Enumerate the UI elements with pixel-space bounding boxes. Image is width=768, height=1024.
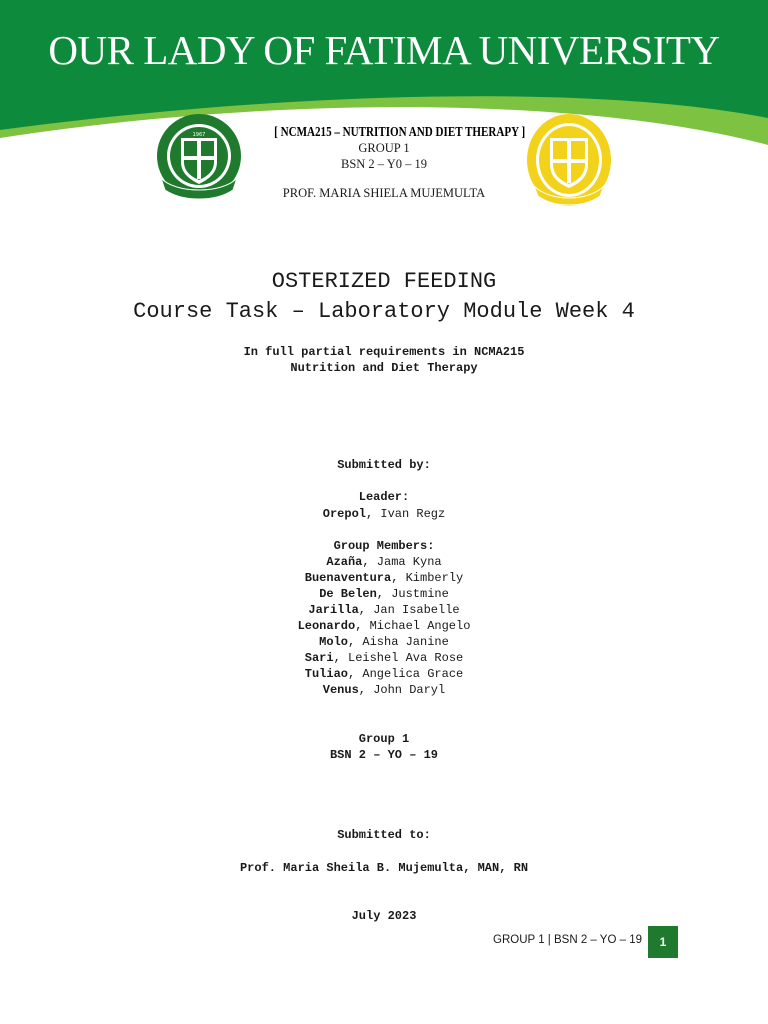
footer-text: GROUP 1 | BSN 2 – YO – 19 — [493, 934, 642, 946]
submitted-to-name: Prof. Maria Sheila B. Mujemulta, MAN, RN — [239, 861, 529, 875]
group-number: Group 1 — [358, 732, 410, 746]
submitted-to-label: Submitted to: — [337, 828, 431, 842]
member-name: Buenaventura, Kimberly — [304, 571, 464, 585]
leader-name: Orepol, Ivan Regz — [322, 507, 446, 521]
college-seal-right — [526, 112, 612, 208]
member-name: De Belen, Justmine — [319, 587, 449, 601]
member-name: Azaña, Jama Kyna — [326, 555, 442, 569]
member-name: Venus, John Daryl — [322, 683, 446, 697]
leader-label: Leader: — [358, 490, 410, 504]
university-title: OUR LADY OF FATIMA UNIVERSITY — [48, 27, 720, 73]
member-name: Jarilla, Jan Isabelle — [308, 603, 460, 617]
member-name: Sari, Leishel Ava Rose — [304, 651, 464, 665]
seal-left-year: 1967 — [192, 132, 206, 138]
member-name: Tuliao, Angelica Grace — [304, 667, 464, 681]
member-name: Leonardo, Michael Angelo — [297, 619, 471, 633]
university-seal-left — [155, 112, 243, 202]
header-section: BSN 2 – Y0 – 19 — [340, 157, 427, 171]
header-professor: PROF. MARIA SHIELA MUJEMULTA — [282, 186, 486, 200]
group-members-label: Group Members: — [333, 539, 435, 553]
requirement-line-1: In full partial requirements in NCMA215 — [243, 345, 525, 359]
course-code: [ NCMA215 – NUTRITION AND DIET THERAPY ] — [274, 124, 526, 139]
submitted-by-label: Submitted by: — [337, 458, 431, 472]
document-subtitle: Course Task – Laboratory Module Week 4 — [133, 299, 635, 324]
document-title: OSTERIZED FEEDING — [271, 269, 497, 294]
page-number: 1 — [648, 926, 678, 958]
header-group: GROUP 1 — [358, 141, 410, 155]
requirement-line-2: Nutrition and Diet Therapy — [290, 361, 478, 375]
member-name: Molo, Aisha Janine — [319, 635, 449, 649]
submission-date: July 2023 — [351, 909, 417, 923]
group-section: BSN 2 – YO – 19 — [329, 748, 439, 762]
